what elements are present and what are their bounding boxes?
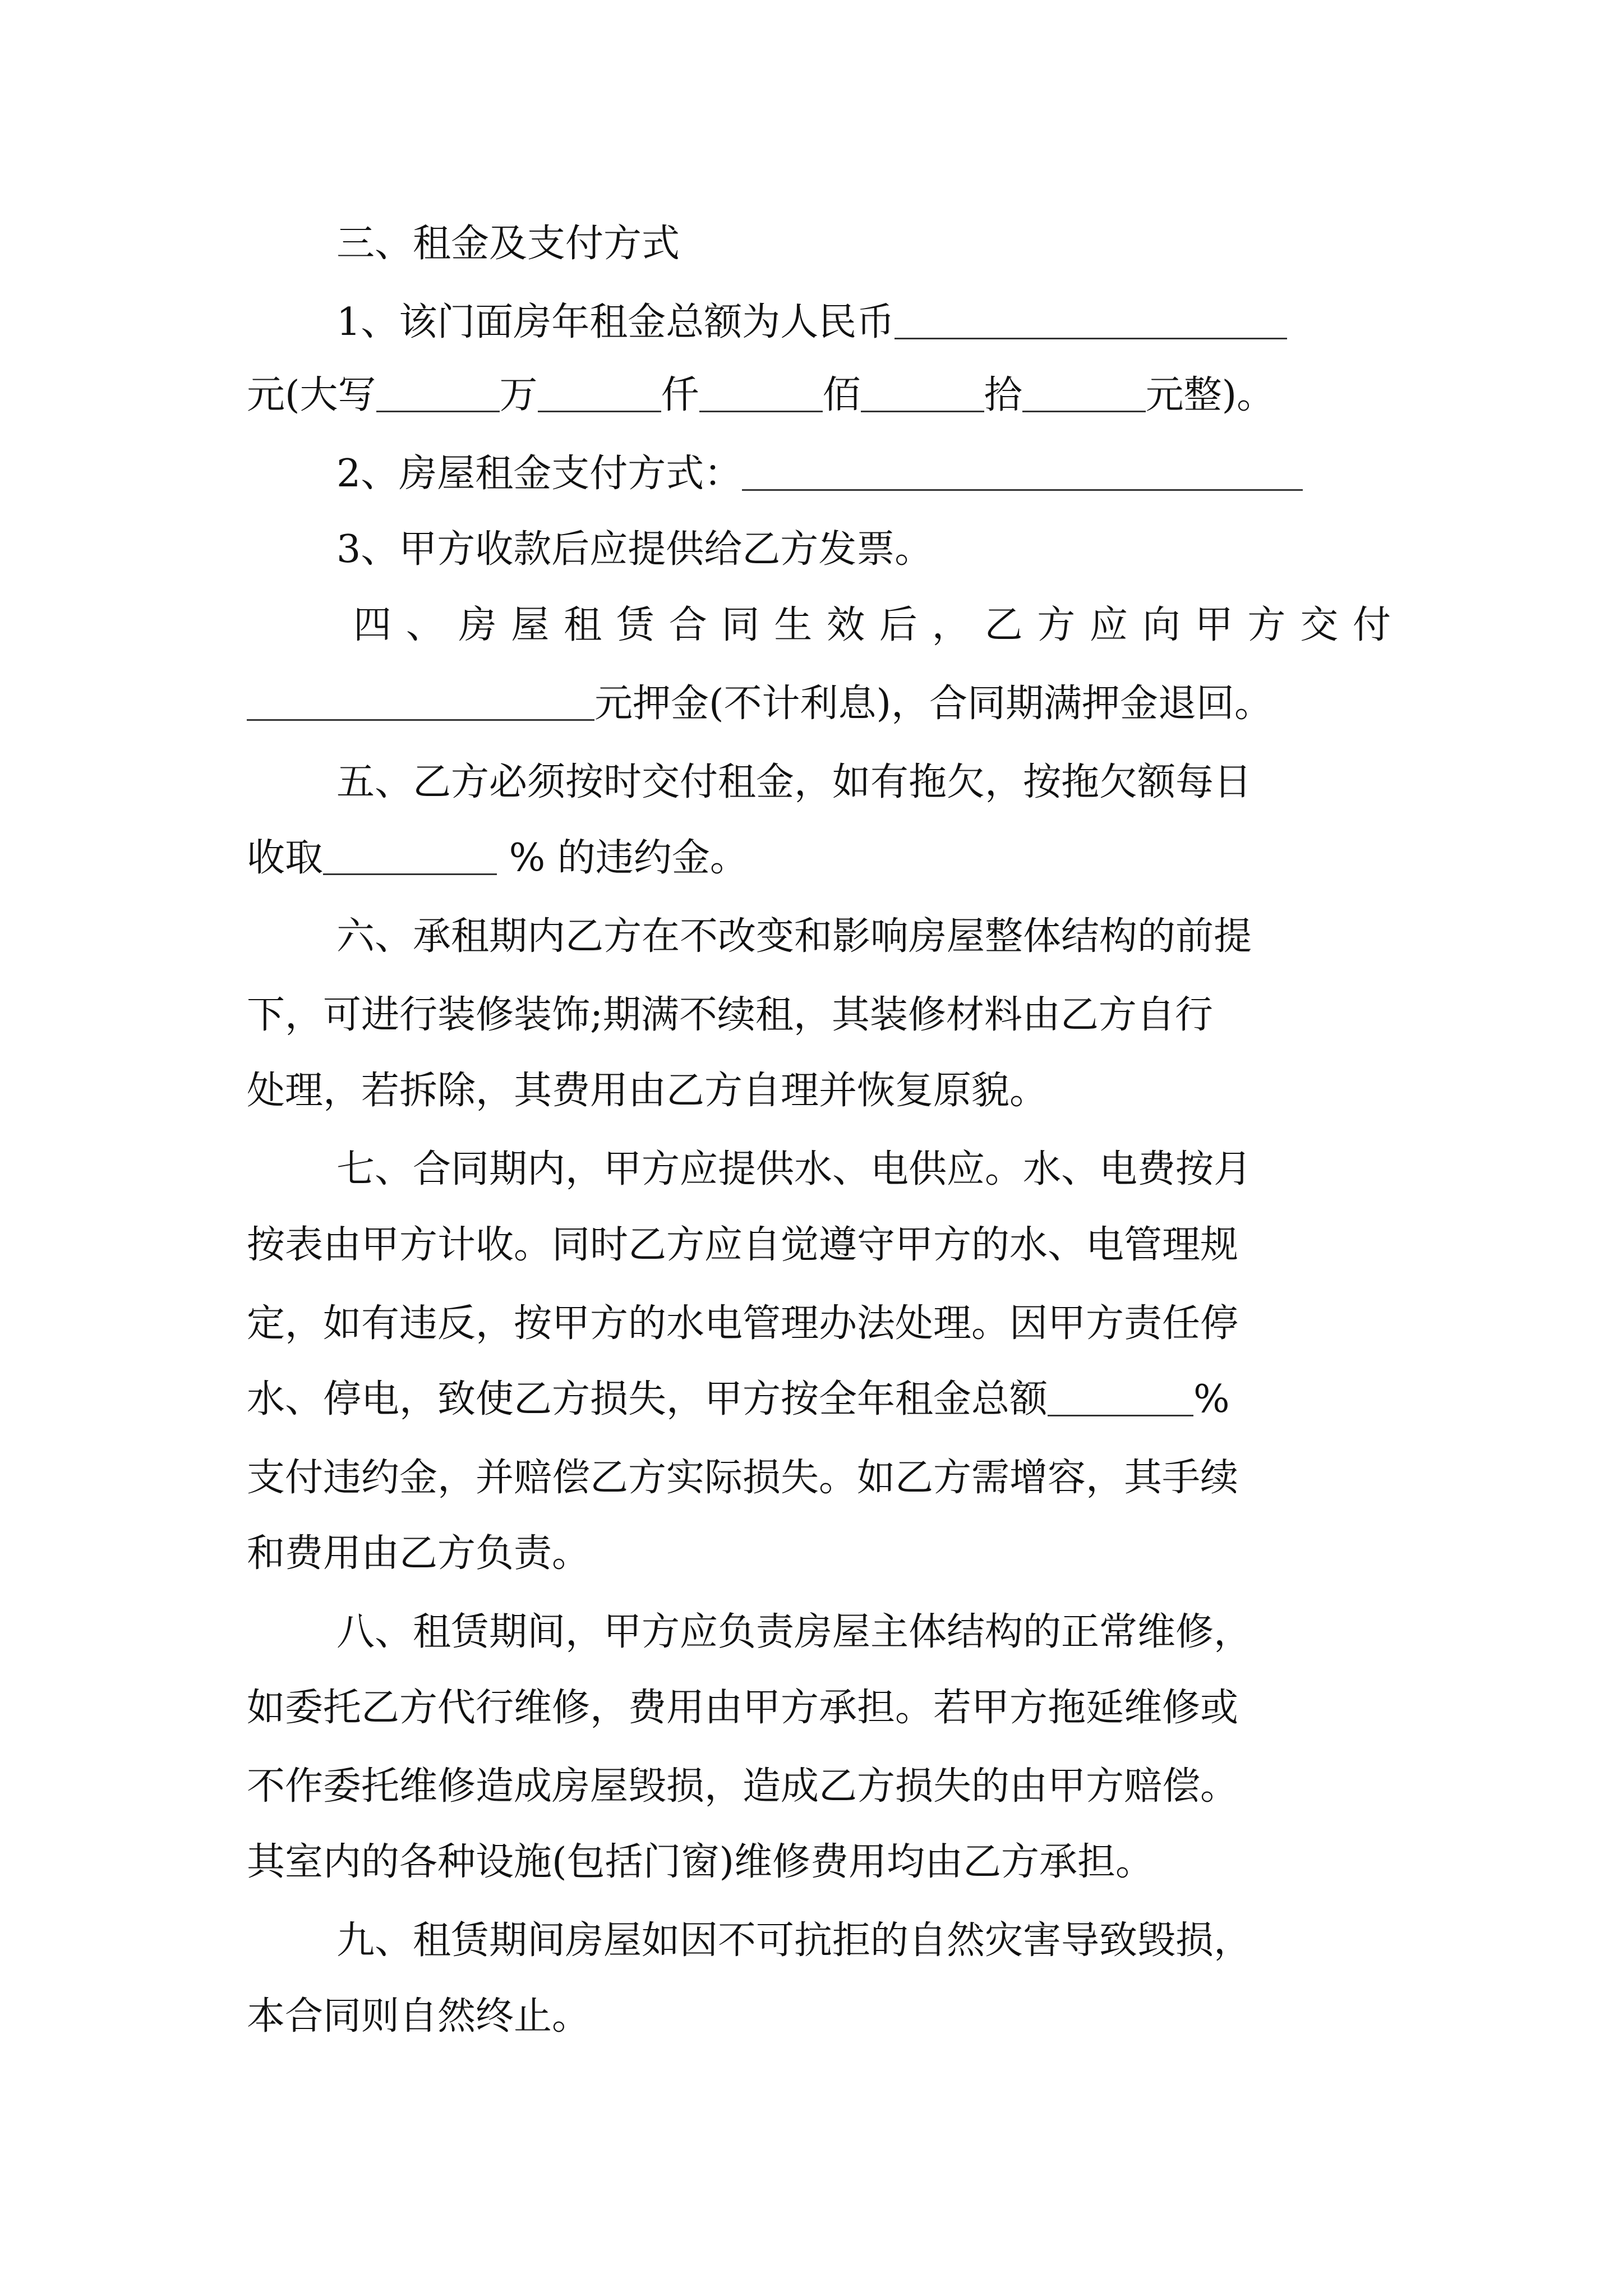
unit-bai: 佰 [822, 373, 861, 417]
section-7-line-2-text: 按表由甲方计收。同时乙方应自觉遵守甲方的水、电管理规 [247, 1223, 1239, 1267]
section-4-line-2 [247, 676, 1391, 732]
deposit-blank[interactable] [247, 685, 594, 721]
section-6-line-1 [336, 909, 1391, 965]
section-9-line-2 [247, 1989, 1391, 2045]
section-3-item-1-line-2 [247, 367, 1391, 424]
unit-qian: 仟 [661, 373, 699, 417]
section-8-line-2-text: 如委托乙方代行维修，费用由甲方承担。若甲方拖延维修或 [247, 1686, 1239, 1730]
late-fee-blank[interactable] [323, 840, 497, 875]
section-9-line-1-text: 九、租赁期间房屋如因不可抗拒的自然灾害导致毁损， [336, 1918, 1252, 1963]
section-9-line-2-text: 本合同则自然终止。 [247, 1994, 591, 2039]
section-5-line-2 [247, 830, 1391, 886]
item-1-text: 1、该门面房年租金总额为人民币 [336, 300, 895, 344]
section-7-line-5-text: 支付违约金，并赔偿乙方实际损失。如乙方需增容，其手续 [247, 1456, 1239, 1500]
section-7-line-3-text: 定，如有违反，按甲方的水电管理办法处理。因甲方责任停 [247, 1301, 1239, 1346]
section-3-title-text: 三、租金及支付方式 [336, 222, 680, 266]
section-5-suffix: % 的违约金。 [497, 836, 748, 880]
bai-blank[interactable] [699, 377, 823, 412]
section-3-title [336, 216, 1391, 272]
section-8-line-3-text: 不作委托维修造成房屋毁损，造成乙方损失的由甲方赔偿。 [247, 1764, 1239, 1809]
section-8-line-4-text: 其室内的各种设施(包括门窗)维修费用均由乙方承担。 [247, 1840, 1154, 1884]
unit-wan: 万 [499, 373, 538, 417]
section-5-line-1 [336, 754, 1391, 811]
section-8-line-1 [336, 1604, 1391, 1660]
section-9-line-1 [336, 1913, 1391, 1969]
percent-sign: % [1193, 1377, 1230, 1421]
section-6-line-3 [247, 1063, 1391, 1119]
unit-shi: 拾 [984, 373, 1022, 417]
section-3-item-1-line-1 [336, 295, 1391, 351]
section-6-line-1-text: 六、承租期内乙方在不改变和影响房屋整体结构的前提 [336, 914, 1252, 959]
rent-amount-blank[interactable] [895, 304, 1287, 339]
section-7-line-1-text: 七、合同期内，甲方应提供水、电供应。水、电费按月 [336, 1147, 1252, 1191]
section-8-line-2 [247, 1680, 1391, 1736]
section-4-line-1 [353, 597, 1391, 654]
section-7-line-2 [247, 1217, 1391, 1273]
section-7-line-4-text: 水、停电，致使乙方损失，甲方按全年租金总额 [247, 1377, 1048, 1421]
section-4-line-2-text: 元押金(不计利息)，合同期满押金退回。 [594, 682, 1273, 726]
section-5-line-1-text: 五、乙方必须按时交付租金，如有拖欠，按拖欠额每日 [336, 760, 1252, 804]
wan-blank[interactable] [376, 377, 500, 412]
shi-blank[interactable] [861, 377, 984, 412]
capital-prefix: 元(大写 [247, 373, 376, 417]
penalty-percent-blank[interactable] [1048, 1381, 1193, 1416]
section-7-line-1 [336, 1142, 1391, 1198]
payment-method-blank[interactable] [742, 455, 1303, 491]
section-7-line-6 [247, 1526, 1391, 1582]
qian-blank[interactable] [538, 377, 661, 412]
section-3-item-3 [336, 522, 1391, 578]
section-3-item-2 [336, 446, 1391, 502]
section-8-line-3 [247, 1759, 1391, 1815]
section-8-line-1-text: 八、租赁期间，甲方应负责房屋主体结构的正常维修， [336, 1610, 1252, 1654]
section-5-prefix: 收取 [247, 836, 324, 880]
yuan-blank[interactable] [1022, 377, 1146, 412]
section-7-line-4 [247, 1372, 1391, 1428]
item-3-text: 3、甲方收款后应提供给乙方发票。 [336, 527, 933, 572]
section-6-line-3-text: 处理，若拆除，其费用由乙方自理并恢复原貌。 [247, 1069, 1048, 1113]
section-6-line-2 [247, 987, 1391, 1043]
section-6-line-2-text: 下，可进行装修装饰;期满不续租，其装修材料由乙方自行 [247, 993, 1213, 1037]
section-4-line-1-text: 四、房屋租赁合同生效后，乙方应向甲方交付 [353, 603, 1391, 647]
unit-end: 元整)。 [1145, 373, 1275, 417]
section-7-line-6-text: 和费用由乙方负责。 [247, 1531, 591, 1576]
item-2-text: 2、房屋租金支付方式： [336, 452, 743, 496]
section-7-line-5 [247, 1450, 1391, 1506]
section-7-line-3 [247, 1296, 1391, 1352]
section-8-line-4 [247, 1834, 1391, 1890]
